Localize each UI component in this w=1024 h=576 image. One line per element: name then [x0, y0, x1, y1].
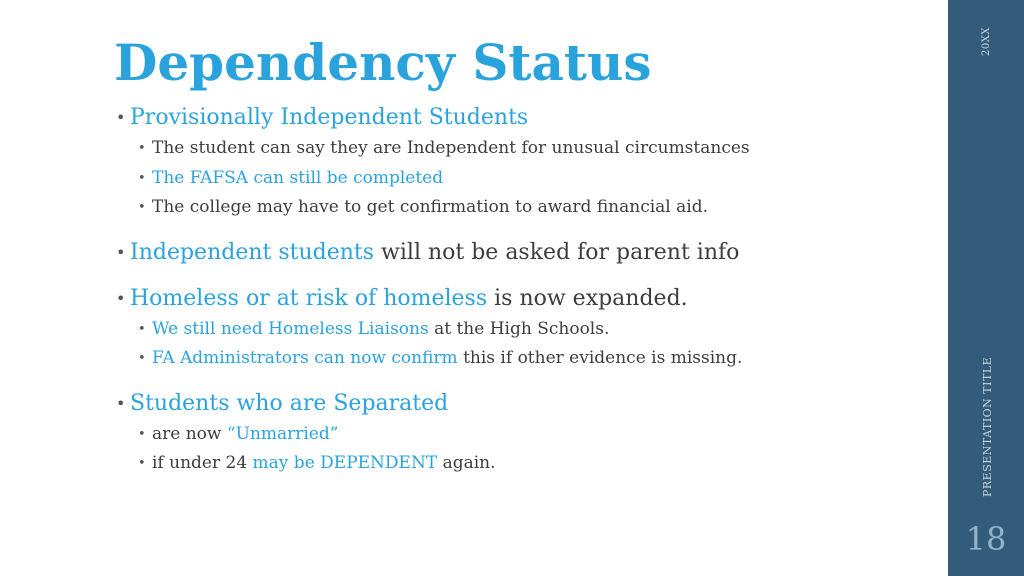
sub-bullet-dot-icon: • [138, 456, 146, 471]
bullet-provisional [116, 102, 936, 134]
bullet-independent [116, 237, 936, 269]
sub-bullet-unusual-circumstances [116, 134, 936, 164]
sub-bullet-fa-administrators [116, 344, 936, 374]
bullet-text: is now expanded. [487, 285, 688, 311]
bullet-text: Provisionally Independent Students [130, 105, 529, 130]
sub-bullet-dot-icon: • [138, 321, 146, 337]
bullet-homeless [116, 283, 936, 315]
slide-content [116, 102, 936, 493]
sub-bullet-text: this if other evidence is missing. [457, 348, 743, 368]
sub-bullet-unmarried [116, 420, 936, 450]
sub-bullet-fafsa [116, 164, 936, 194]
bullet-dot-icon: • [116, 393, 126, 413]
presentation-title-label: PRESENTATION TITLE [981, 356, 994, 497]
sub-bullet-text: at the High Schools. [428, 318, 610, 339]
sub-bullet-dot-icon: • [138, 141, 146, 156]
sub-bullet-dependent [116, 449, 936, 479]
sub-bullet-dot-icon: • [138, 426, 146, 442]
bullet-group-provisional [116, 102, 936, 223]
sub-bullet-dot-icon: • [138, 170, 146, 186]
date-label: 20XX [981, 27, 992, 56]
bullet-dot-icon: • [116, 242, 126, 262]
sub-bullet-text: are now [152, 423, 227, 444]
sub-bullet-text: The FAFSA can still be completed [152, 167, 444, 188]
bullet-dot-icon: • [116, 288, 126, 308]
page-number: 18 [965, 520, 1007, 558]
sub-bullet-dot-icon: • [138, 200, 146, 215]
sub-bullet-text: The college may have to get confirmation to award financial aid. [152, 197, 709, 217]
sub-bullet-highlight: FA Administrators can now confirm [152, 348, 458, 368]
bullet-group-independent [116, 237, 936, 269]
sub-bullet-confirmation [116, 193, 936, 223]
bullet-group-separated [116, 388, 936, 479]
bullet-highlight: Independent students [130, 239, 375, 265]
sub-bullet-highlight: We still need Homeless Liaisons [152, 318, 429, 339]
sub-bullet-text-end: again. [437, 453, 496, 473]
bullet-text: will not be asked for parent info [374, 239, 740, 265]
bullet-highlight: Homeless or at risk of homeless [130, 285, 488, 311]
sub-bullet-text: if under 24 [152, 453, 253, 473]
sub-bullet-liaisons [116, 315, 936, 345]
sub-bullet-highlight: “Unmarried” [226, 423, 339, 444]
sub-bullet-dot-icon: • [138, 351, 146, 366]
bullet-group-homeless [116, 283, 936, 374]
slide-title: Dependency Status [114, 33, 652, 92]
bullet-separated [116, 388, 936, 420]
sub-bullet-highlight: may be DEPENDENT [252, 453, 438, 473]
bullet-dot-icon: • [116, 108, 126, 127]
sub-bullet-text: The student can say they are Independent for unusual circumstances [152, 138, 750, 158]
bullet-text: Students who are Separated [130, 390, 449, 416]
